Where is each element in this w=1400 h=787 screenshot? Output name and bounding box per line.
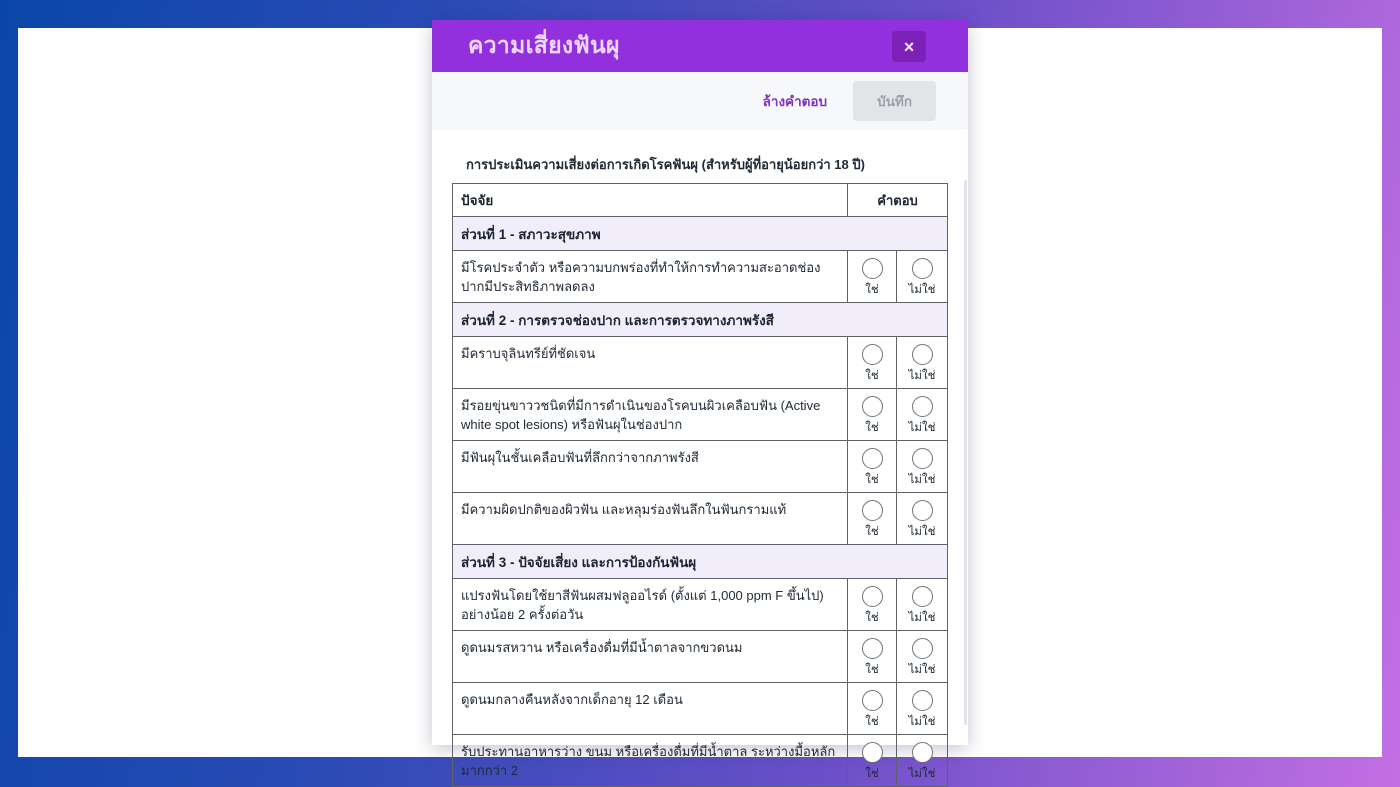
radio-no-label: ไม่ใช่ <box>908 716 936 728</box>
dialog-scrollbar[interactable] <box>964 180 967 725</box>
no-answer-cell <box>897 441 948 493</box>
radio-yes[interactable] <box>862 258 883 279</box>
yes-answer <box>848 493 896 544</box>
yes-answer <box>848 579 896 630</box>
radio-no[interactable] <box>912 690 933 711</box>
question-row <box>453 683 948 735</box>
radio-yes[interactable] <box>862 690 883 711</box>
yes-answer-cell <box>848 579 897 631</box>
question-text: ดูดนมกลางคืนหลังจากเด็กอายุ 12 เดือน <box>453 683 848 735</box>
yes-answer-cell <box>848 683 897 735</box>
close-button[interactable] <box>892 31 926 62</box>
section-title: ส่วนที่ 1 - สภาวะสุขภาพ <box>453 217 948 251</box>
no-answer-cell <box>897 251 948 303</box>
radio-yes[interactable] <box>862 586 883 607</box>
save-button[interactable]: บันทึก <box>853 81 936 121</box>
radio-yes[interactable] <box>862 742 883 763</box>
radio-no[interactable] <box>912 344 933 365</box>
yes-answer-cell <box>848 493 897 545</box>
question-text: มีคราบจุลินทรีย์ที่ชัดเจน <box>453 337 848 389</box>
radio-yes[interactable] <box>862 448 883 469</box>
yes-answer-cell <box>848 441 897 493</box>
question-row <box>453 493 948 545</box>
radio-yes-label: ใช่ <box>865 370 879 382</box>
section-row <box>453 217 948 251</box>
yes-answer <box>848 683 896 734</box>
yes-answer <box>848 251 896 302</box>
factor-column-header: ปัจจัย <box>453 184 848 217</box>
section-row <box>453 303 948 337</box>
yes-answer-cell <box>848 631 897 683</box>
radio-no[interactable] <box>912 586 933 607</box>
yes-answer <box>848 735 896 786</box>
no-answer-cell <box>897 579 948 631</box>
caries-risk-dialog <box>432 20 968 780</box>
yes-answer <box>848 337 896 388</box>
assessment-intro-text: การประเมินความเสี่ยงต่อการเกิดโรคฟันผุ (สำหรับผู้ที่อายุน้อยกว่า 18 ปี) <box>466 157 865 172</box>
no-answer <box>897 579 947 630</box>
question-row <box>453 251 948 303</box>
no-answer <box>897 441 947 492</box>
dialog-title: ความเสี่ยงฟันผุ <box>468 32 620 58</box>
no-answer <box>897 683 947 734</box>
radio-no-label: ไม่ใช่ <box>908 284 936 296</box>
no-answer <box>897 735 947 786</box>
question-text: มีความผิดปกติของผิวฟัน และหลุมร่องฟันลึกในฟันกรามแท้ <box>453 493 848 545</box>
question-text: แปรงฟันโดยใช้ยาสีฟันผสมฟลูออไรด์ (ตั้งแต่ 1,000 ppm F ขึ้นไป) อย่างน้อย 2 ครั้งต่อวัน <box>453 579 848 631</box>
radio-no[interactable] <box>912 742 933 763</box>
no-answer-cell <box>897 735 948 787</box>
question-row <box>453 579 948 631</box>
radio-no[interactable] <box>912 396 933 417</box>
yes-answer <box>848 631 896 682</box>
radio-yes-label: ใช่ <box>865 526 879 538</box>
radio-yes-label: ใช่ <box>865 422 879 434</box>
yes-answer-cell <box>848 337 897 389</box>
radio-yes-label: ใช่ <box>865 768 879 780</box>
radio-no-label: ไม่ใช่ <box>908 664 936 676</box>
radio-no[interactable] <box>912 258 933 279</box>
dialog-header <box>432 20 968 72</box>
dialog-toolbar <box>432 72 968 130</box>
radio-yes[interactable] <box>862 396 883 417</box>
question-row <box>453 735 948 787</box>
radio-yes-label: ใช่ <box>865 284 879 296</box>
no-answer <box>897 631 947 682</box>
radio-no-label: ไม่ใช่ <box>908 474 936 486</box>
no-answer-cell <box>897 631 948 683</box>
yes-answer-cell <box>848 389 897 441</box>
radio-no[interactable] <box>912 638 933 659</box>
answer-column-header: คำตอบ <box>848 184 948 217</box>
yes-answer <box>848 389 896 440</box>
section-title: ส่วนที่ 3 - ปัจจัยเสี่ยง และการป้องกันฟันผุ <box>453 545 948 579</box>
section-row <box>453 545 948 579</box>
dialog-content <box>432 130 968 780</box>
radio-no-label: ไม่ใช่ <box>908 612 936 624</box>
radio-yes-label: ใช่ <box>865 716 879 728</box>
radio-no[interactable] <box>912 448 933 469</box>
table-header-row <box>453 184 948 217</box>
no-answer <box>897 389 947 440</box>
radio-yes-label: ใช่ <box>865 664 879 676</box>
no-answer-cell <box>897 389 948 441</box>
question-text: รับประทานอาหารว่าง ขนม หรือเครื่องดื่มที่มีน้ำตาล ระหว่างมื้อหลักมากกว่า 2 <box>453 735 848 787</box>
question-text: มีโรคประจำตัว หรือความบกพร่องที่ทำให้การทำความสะอาดช่องปากมีประสิทธิภาพลดลง <box>453 251 848 303</box>
radio-yes[interactable] <box>862 500 883 521</box>
no-answer <box>897 493 947 544</box>
question-row <box>453 631 948 683</box>
no-answer-cell <box>897 493 948 545</box>
radio-no-label: ไม่ใช่ <box>908 768 936 780</box>
close-icon: × <box>903 36 915 57</box>
yes-answer <box>848 441 896 492</box>
radio-yes-label: ใช่ <box>865 474 879 486</box>
question-row <box>453 389 948 441</box>
radio-no-label: ไม่ใช่ <box>908 526 936 538</box>
radio-yes-label: ใช่ <box>865 612 879 624</box>
no-answer <box>897 251 947 302</box>
yes-answer-cell <box>848 251 897 303</box>
question-row <box>453 441 948 493</box>
clear-answers-button[interactable]: ล้างคำตอบ <box>763 90 828 112</box>
no-answer-cell <box>897 683 948 735</box>
question-text: มีฟันผุในชั้นเคลือบฟันที่ลึกกว่าจากภาพรังสี <box>453 441 848 493</box>
radio-yes[interactable] <box>862 638 883 659</box>
radio-no[interactable] <box>912 500 933 521</box>
radio-no-label: ไม่ใช่ <box>908 422 936 434</box>
assessment-table <box>452 183 948 787</box>
section-title: ส่วนที่ 2 - การตรวจช่องปาก และการตรวจทางภาพรังสี <box>453 303 948 337</box>
no-answer <box>897 337 947 388</box>
question-text: มีรอยขุ่นขาววชนิดที่มีการดำเนินของโรคบนผิวเคลือบฟัน (Active white spot lesions) หรือฟันผุในช่องปาก <box>453 389 848 441</box>
radio-no-label: ไม่ใช่ <box>908 370 936 382</box>
question-text: ดูดนมรสหวาน หรือเครื่องดื่มที่มีน้ำตาลจากขวดนม <box>453 631 848 683</box>
no-answer-cell <box>897 337 948 389</box>
radio-yes[interactable] <box>862 344 883 365</box>
yes-answer-cell <box>848 735 897 787</box>
question-row <box>453 337 948 389</box>
